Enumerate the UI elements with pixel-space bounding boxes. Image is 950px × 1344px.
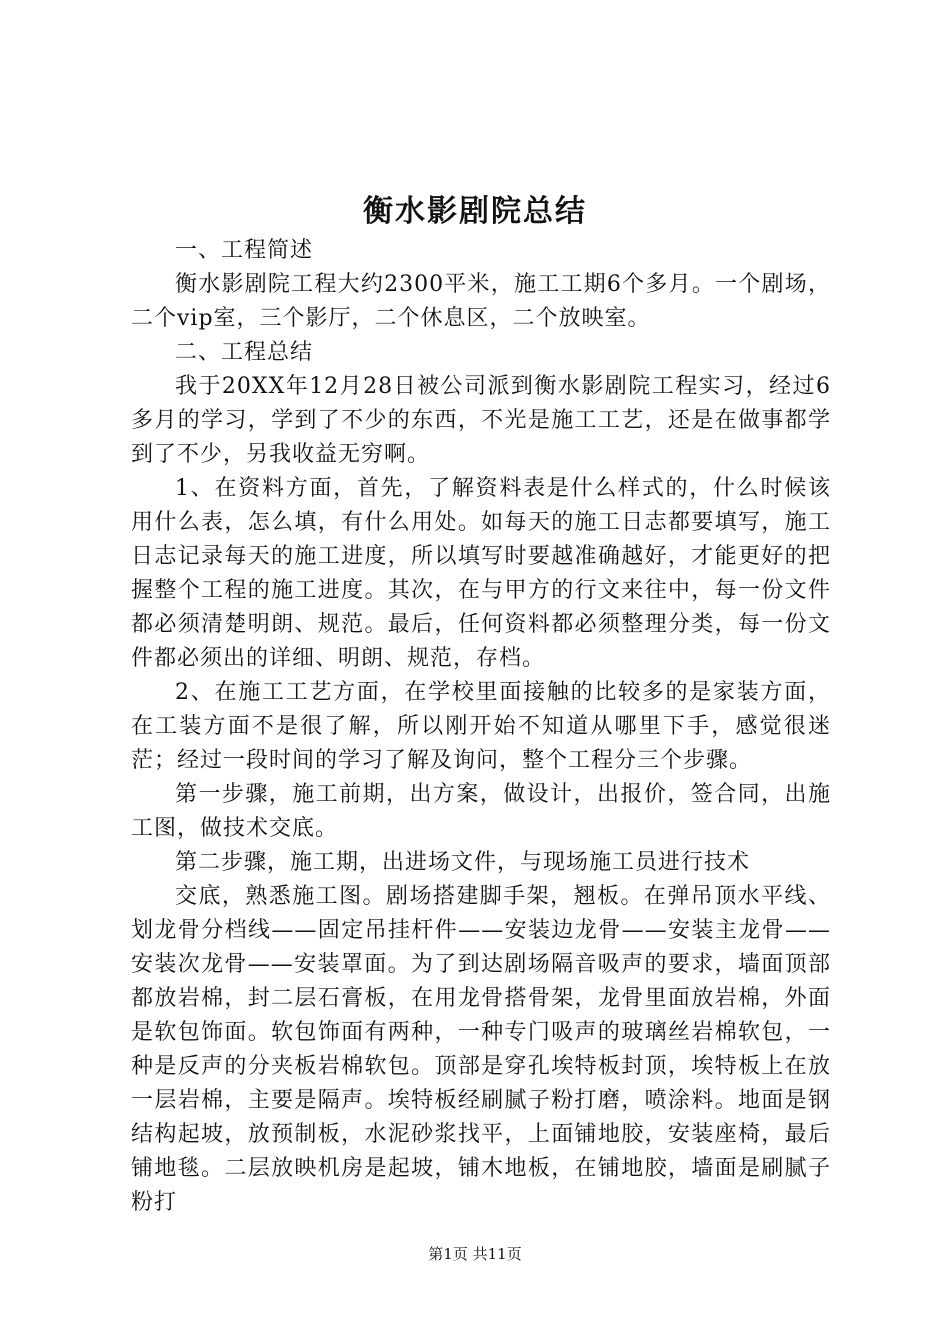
paragraph-overview: 衡水影剧院工程大约2300平米，施工工期6个多月。一个剧场，二个vip室，三个影厅，二个休息区，二个放映室。 <box>131 272 831 331</box>
paragraph-step-one: 第一步骤，施工前期，出方案，做设计，出报价，签合同，出施工图，做技术交底。 <box>131 782 831 841</box>
section-heading-summary: 二、工程总结 <box>175 340 314 365</box>
paragraph-step-two-detail: 交底，熟悉施工图。剧场搭建脚手架，翘板。在弹吊顶水平线、划龙骨分档线——固定吊挂杆件——安装边龙骨——安装主龙骨——安装次龙骨——安装罩面。为了到达剧场隔音吸声的要求，墙面顶部都放岩棉，封二层石膏板，在用龙骨搭骨架，龙骨里面放岩棉，外面是软包饰面。软包饰面有两种，一种专门吸声的玻璃丝岩棉软包，一种是反声的分夹板岩棉软包。顶部是穿孔埃特板封顶，埃特板上在放一层岩棉，主要是隔声。埃特板经刷腻子粉打磨，喷涂料。地面是钢结构起坡，放预制板，水泥砂浆找平，上面铺地胶，安装座椅，最后铺地毯。二层放映机房是起坡，铺木地板，在铺地胶，墙面是刷腻子粉打 <box>131 884 831 1215</box>
page-number-footer: 第1页 共11页 <box>428 1245 522 1263</box>
paragraph-documents: 1、在资料方面，首先，了解资料表是什么样式的，什么时候该用什么表，怎么填，有什么用处。如每天的施工日志都要填写，施工日志记录每天的施工进度，所以填写时要越准确越好，才能更好的把握整个工程的施工进度。其次，在与甲方的行文来往中，每一份文件都必须清楚明朗、规范。最后，任何资料都必须整理分类，每一份文件都必须出的详细、明朗、规范，存档。 <box>131 476 831 671</box>
section-heading-overview: 一、工程简述 <box>175 238 314 263</box>
paragraph-internship: 我于20XX年12月28日被公司派到衡水影剧院工程实习，经过6多月的学习，学到了不少的东西，不光是施工工艺，还是在做事都学到了不少，另我收益无穷啊。 <box>131 374 831 467</box>
document-body <box>131 234 831 1220</box>
paragraph-construction-process: 2、在施工工艺方面，在学校里面接触的比较多的是家装方面，在工装方面不是很了解，所以刚开始不知道从哪里下手，感觉很迷茫；经过一段时间的学习了解及询问，整个工程分三个步骤。 <box>131 680 831 773</box>
document-title: 衡水影剧院总结 <box>363 194 587 229</box>
paragraph-step-two: 第二步骤，施工期，出进场文件，与现场施工员进行技术 <box>175 850 751 875</box>
